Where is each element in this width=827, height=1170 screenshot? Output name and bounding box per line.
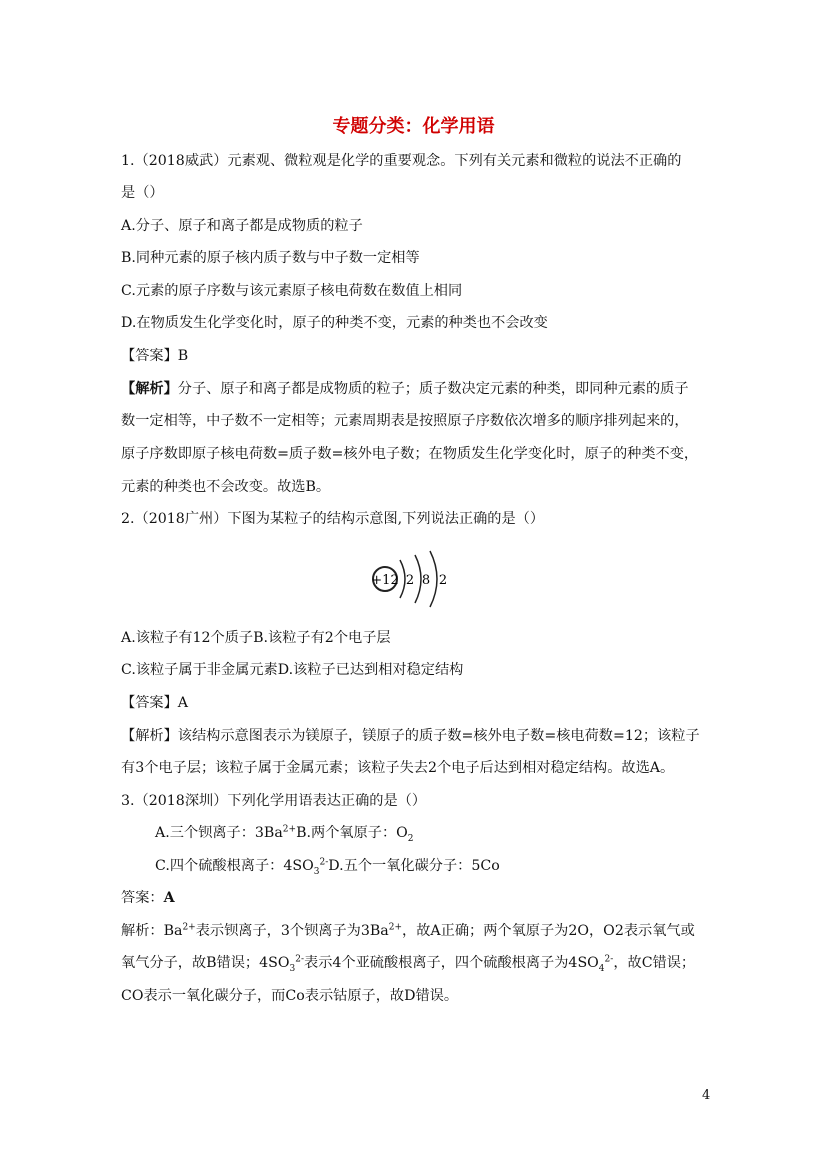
- q1-stem-line1: 1.（2018威武）元素观、微粒观是化学的重要观念。下列有关元素和微粒的说法不正确的: [121, 153, 682, 169]
- atomic-structure-diagram: [370, 548, 470, 610]
- shell-3-electrons: 2: [438, 573, 448, 588]
- page-number: 4: [702, 1088, 711, 1103]
- q1-analysis-line3: 原子序数即原子核电荷数=质子数=核外电子数；在物质发生化学变化时，原子的种类不变，: [121, 446, 699, 462]
- q1-stem-line2: 是（）: [121, 185, 164, 201]
- shell-1-electrons: 2: [405, 573, 415, 588]
- q1-option-b: B.同种元素的原子核内质子数与中子数一定相等: [121, 250, 420, 266]
- q3-stem: 3.（2018深圳）下列化学用语表达正确的是（）: [121, 793, 427, 809]
- shell-arc-1: [400, 560, 405, 598]
- page-title: 专题分类：化学用语: [332, 116, 495, 137]
- shell-2-electrons: 8: [421, 573, 431, 588]
- q2-analysis-line1: 【解析】该结构示意图表示为镁原子，镁原子的质子数=核外电子数=核电荷数=12；该粒子: [121, 728, 700, 744]
- q1-option-c: C.元素的原子序数与该元素原子核电荷数在数值上相同: [121, 283, 463, 299]
- q2-analysis-line2: 有3个电子层；该粒子属于金属元素；该粒子失去2个电子后达到相对稳定结构。故选A。: [121, 760, 675, 776]
- shell-arc-2: [415, 555, 421, 603]
- shell-arc-3: [430, 551, 437, 607]
- q1-analysis-label: 【解析】: [121, 381, 178, 397]
- q1-analysis-line1: 【解析】分子、原子和离子都是成物质的粒子；质子数决定元素的种类，即同种元素的质子: [121, 381, 689, 397]
- nucleus-charge: +12: [371, 573, 399, 588]
- q3-answer: 答案：A: [121, 890, 175, 906]
- q1-answer: 【答案】B: [121, 348, 189, 364]
- q1-analysis-line2: 数一定相等，中子数不一定相等；元素周期表是按照原子序数依次增多的顺序排列起来的，: [121, 413, 689, 429]
- q3-analysis-line3: CO表示一氧化碳分子，而Co表示钴原子，故D错误。: [121, 988, 459, 1004]
- q3-analysis-line2: 氧气分子，故B错误；$4SO_3^{2-}$表示4个亚硫酸根离子，四个硫酸根离子为$4SO_4^{2-}$，故C错误；: [121, 954, 696, 974]
- q3-options-cd: C.四个硫酸根离子：$4SO_3^{2-}D$.五个一氧化碳分子：5Co: [155, 857, 500, 877]
- q3-options-ab: A.三个钡离子：$3Ba^{2+}B$.两个氧原子：$O_2$: [155, 824, 414, 844]
- q2-stem: 2.（2018广州）下图为某粒子的结构示意图,下列说法正确的是（）: [121, 511, 545, 527]
- q1-option-a: A.分子、原子和离子都是成物质的粒子: [121, 218, 363, 234]
- q2-options-ab: A.该粒子有12个质子B.该粒子有2个电子层: [121, 630, 391, 646]
- q3-analysis-line1: 解析：$Ba^{2+}$表示钡离子，3个钡离子为$3Ba^{2+}$，故A正确；两个氧原子为2O，O2表示氧气或: [121, 922, 695, 939]
- q1-analysis-line4: 元素的种类也不会改变。故选B。: [121, 479, 331, 495]
- q2-options-cd: C.该粒子属于非金属元素D.该粒子已达到相对稳定结构: [121, 662, 464, 678]
- q1-option-d: D.在物质发生化学变化时，原子的种类不变，元素的种类也不会改变: [121, 315, 548, 331]
- q2-answer: 【答案】A: [121, 695, 188, 711]
